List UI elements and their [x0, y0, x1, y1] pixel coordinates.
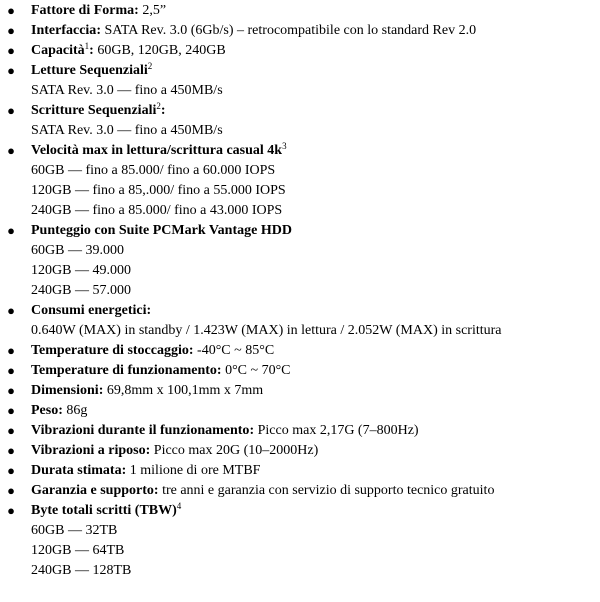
bullet-icon: ● — [7, 43, 15, 58]
spec-label: Consumi energetici — [31, 303, 147, 318]
spec-label: Byte totali scritti (TBW) — [31, 503, 177, 518]
spec-item-dimensions: ● Dimensioni: 69,8mm x 100,1mm x 7mm — [0, 381, 600, 401]
bullet-icon: ● — [7, 343, 15, 358]
spec-item-power-consumption: ● Consumi energetici: 0.640W (MAX) in standby / 1.423W (MAX) in lettura / 2.052W (MAX) in scrittura — [0, 301, 600, 341]
spec-label: Scritture Sequenziali — [31, 103, 157, 118]
bullet-icon: ● — [7, 223, 15, 238]
spec-value: 0°C ~ 70°C — [225, 363, 291, 378]
footnote-mark: 2 — [147, 61, 153, 71]
spec-value: 1 milione di ore MTBF — [129, 463, 261, 478]
spec-line: 120GB — 49.000 — [31, 263, 131, 278]
spec-line: 120GB — fino a 85,.000/ fino a 55.000 IOPS — [31, 183, 286, 198]
bullet-icon: ● — [7, 463, 15, 478]
spec-label: Temperature di funzionamento — [31, 363, 217, 378]
spec-line: 120GB — 64TB — [31, 543, 125, 558]
spec-line: 60GB — fino a 85.000/ fino a 60.000 IOPS — [31, 163, 276, 178]
spec-item-storage-temperature: ● Temperature di stoccaggio: -40°C ~ 85°C — [0, 341, 600, 361]
footnote-mark: 4 — [176, 501, 182, 511]
bullet-icon: ● — [7, 3, 15, 18]
spec-line: 240GB — 128TB — [31, 563, 132, 578]
spec-label: Velocità max in lettura/scrittura casual 4k — [31, 143, 283, 158]
bullet-icon: ● — [7, 383, 15, 398]
spec-label: Punteggio con Suite PCMark Vantage HDD — [31, 223, 292, 238]
spec-label: Capacità — [31, 43, 85, 58]
spec-label: Durata stimata — [31, 463, 122, 478]
bullet-icon: ● — [7, 23, 15, 38]
spec-item-warranty: ● Garanzia e supporto: tre anni e garanzia con servizio di supporto tecnico gratuito — [0, 481, 600, 501]
spec-item-weight: ● Peso: 86g — [0, 401, 600, 421]
spec-line: 240GB — fino a 85.000/ fino a 43.000 IOPS — [31, 203, 283, 218]
spec-list — [0, 1, 600, 581]
spec-value: 69,8mm x 100,1mm x 7mm — [106, 383, 264, 398]
spec-line: SATA Rev. 3.0 — fino a 450MB/s — [31, 83, 223, 98]
spec-item-operating-vibration: ● Vibrazioni durante il funzionamento: Picco max 2,17G (7–800Hz) — [0, 421, 600, 441]
spec-line: SATA Rev. 3.0 — fino a 450MB/s — [31, 123, 223, 138]
spec-item-random-4k — [0, 141, 600, 221]
spec-label: Vibrazioni durante il funzionamento — [31, 423, 250, 438]
spec-line: 60GB — 32TB — [31, 523, 118, 538]
spec-label: Letture Sequenziali — [31, 63, 148, 78]
spec-item-interface: ● Interfaccia: SATA Rev. 3.0 (6Gb/s) – retrocompatibile con lo standard Rev 2.0 — [0, 21, 600, 41]
spec-value: Picco max 20G (10–2000Hz) — [153, 443, 319, 458]
bullet-icon: ● — [7, 443, 15, 458]
spec-value: 86g — [66, 403, 88, 418]
spec-label: Fattore di Forma — [31, 3, 135, 18]
spec-item-mtbf: ● Durata stimata: 1 milione di ore MTBF — [0, 461, 600, 481]
spec-item-operating-temperature: ● Temperature di funzionamento: 0°C ~ 70°C — [0, 361, 600, 381]
spec-label: Garanzia e supporto — [31, 483, 154, 498]
footnote-mark: 3 — [282, 141, 287, 151]
spec-item-tbw — [0, 501, 600, 581]
spec-item-resting-vibration: ● Vibrazioni a riposo: Picco max 20G (10–2000Hz) — [0, 441, 600, 461]
spec-line: 60GB — 39.000 — [31, 243, 124, 258]
spec-label: Interfaccia — [31, 23, 97, 38]
spec-line: 240GB — 57.000 — [31, 283, 131, 298]
bullet-icon: ● — [7, 503, 15, 518]
footnote-mark: 1 — [84, 41, 90, 51]
bullet-icon: ● — [7, 63, 15, 78]
spec-value: Picco max 2,17G (7–800Hz) — [257, 423, 419, 438]
spec-line: 0.640W (MAX) in standby / 1.423W (MAX) in lettura / 2.052W (MAX) in scrittura — [31, 323, 502, 338]
spec-item-pcmark-score — [0, 221, 600, 301]
spec-item-capacity: ● Capacità$^1$: 60GB, 120GB, 240GB — [0, 41, 600, 61]
spec-value: 2,5” — [142, 3, 167, 18]
spec-label: Peso — [31, 403, 59, 418]
spec-item-form-factor: ● Fattore di Forma: 2,5” — [0, 1, 600, 21]
bullet-icon: ● — [7, 423, 15, 438]
spec-value: 60GB, 120GB, 240GB — [97, 43, 226, 58]
bullet-icon: ● — [7, 403, 15, 418]
bullet-icon: ● — [7, 303, 15, 318]
spec-value: tre anni e garanzia con servizio di supporto tecnico gratuito — [162, 483, 495, 498]
footnote-mark: 2 — [156, 101, 161, 111]
spec-label: Temperature di stoccaggio — [31, 343, 189, 358]
spec-value: SATA Rev. 3.0 (6Gb/s) – retrocompatibile con lo standard Rev 2.0 — [104, 23, 477, 38]
bullet-icon: ● — [7, 483, 15, 498]
spec-label: Vibrazioni a riposo — [31, 443, 146, 458]
bullet-icon: ● — [7, 103, 15, 118]
spec-value: -40°C ~ 85°C — [197, 343, 275, 358]
spec-item-sequential-write: ● Scritture Sequenziali$^2$: SATA Rev. 3.0 — fino a 450MB/s — [0, 101, 600, 141]
spec-label: Dimensioni — [31, 383, 99, 398]
bullet-icon: ● — [7, 363, 15, 378]
spec-item-sequential-read — [0, 61, 600, 101]
bullet-icon: ● — [7, 143, 15, 158]
